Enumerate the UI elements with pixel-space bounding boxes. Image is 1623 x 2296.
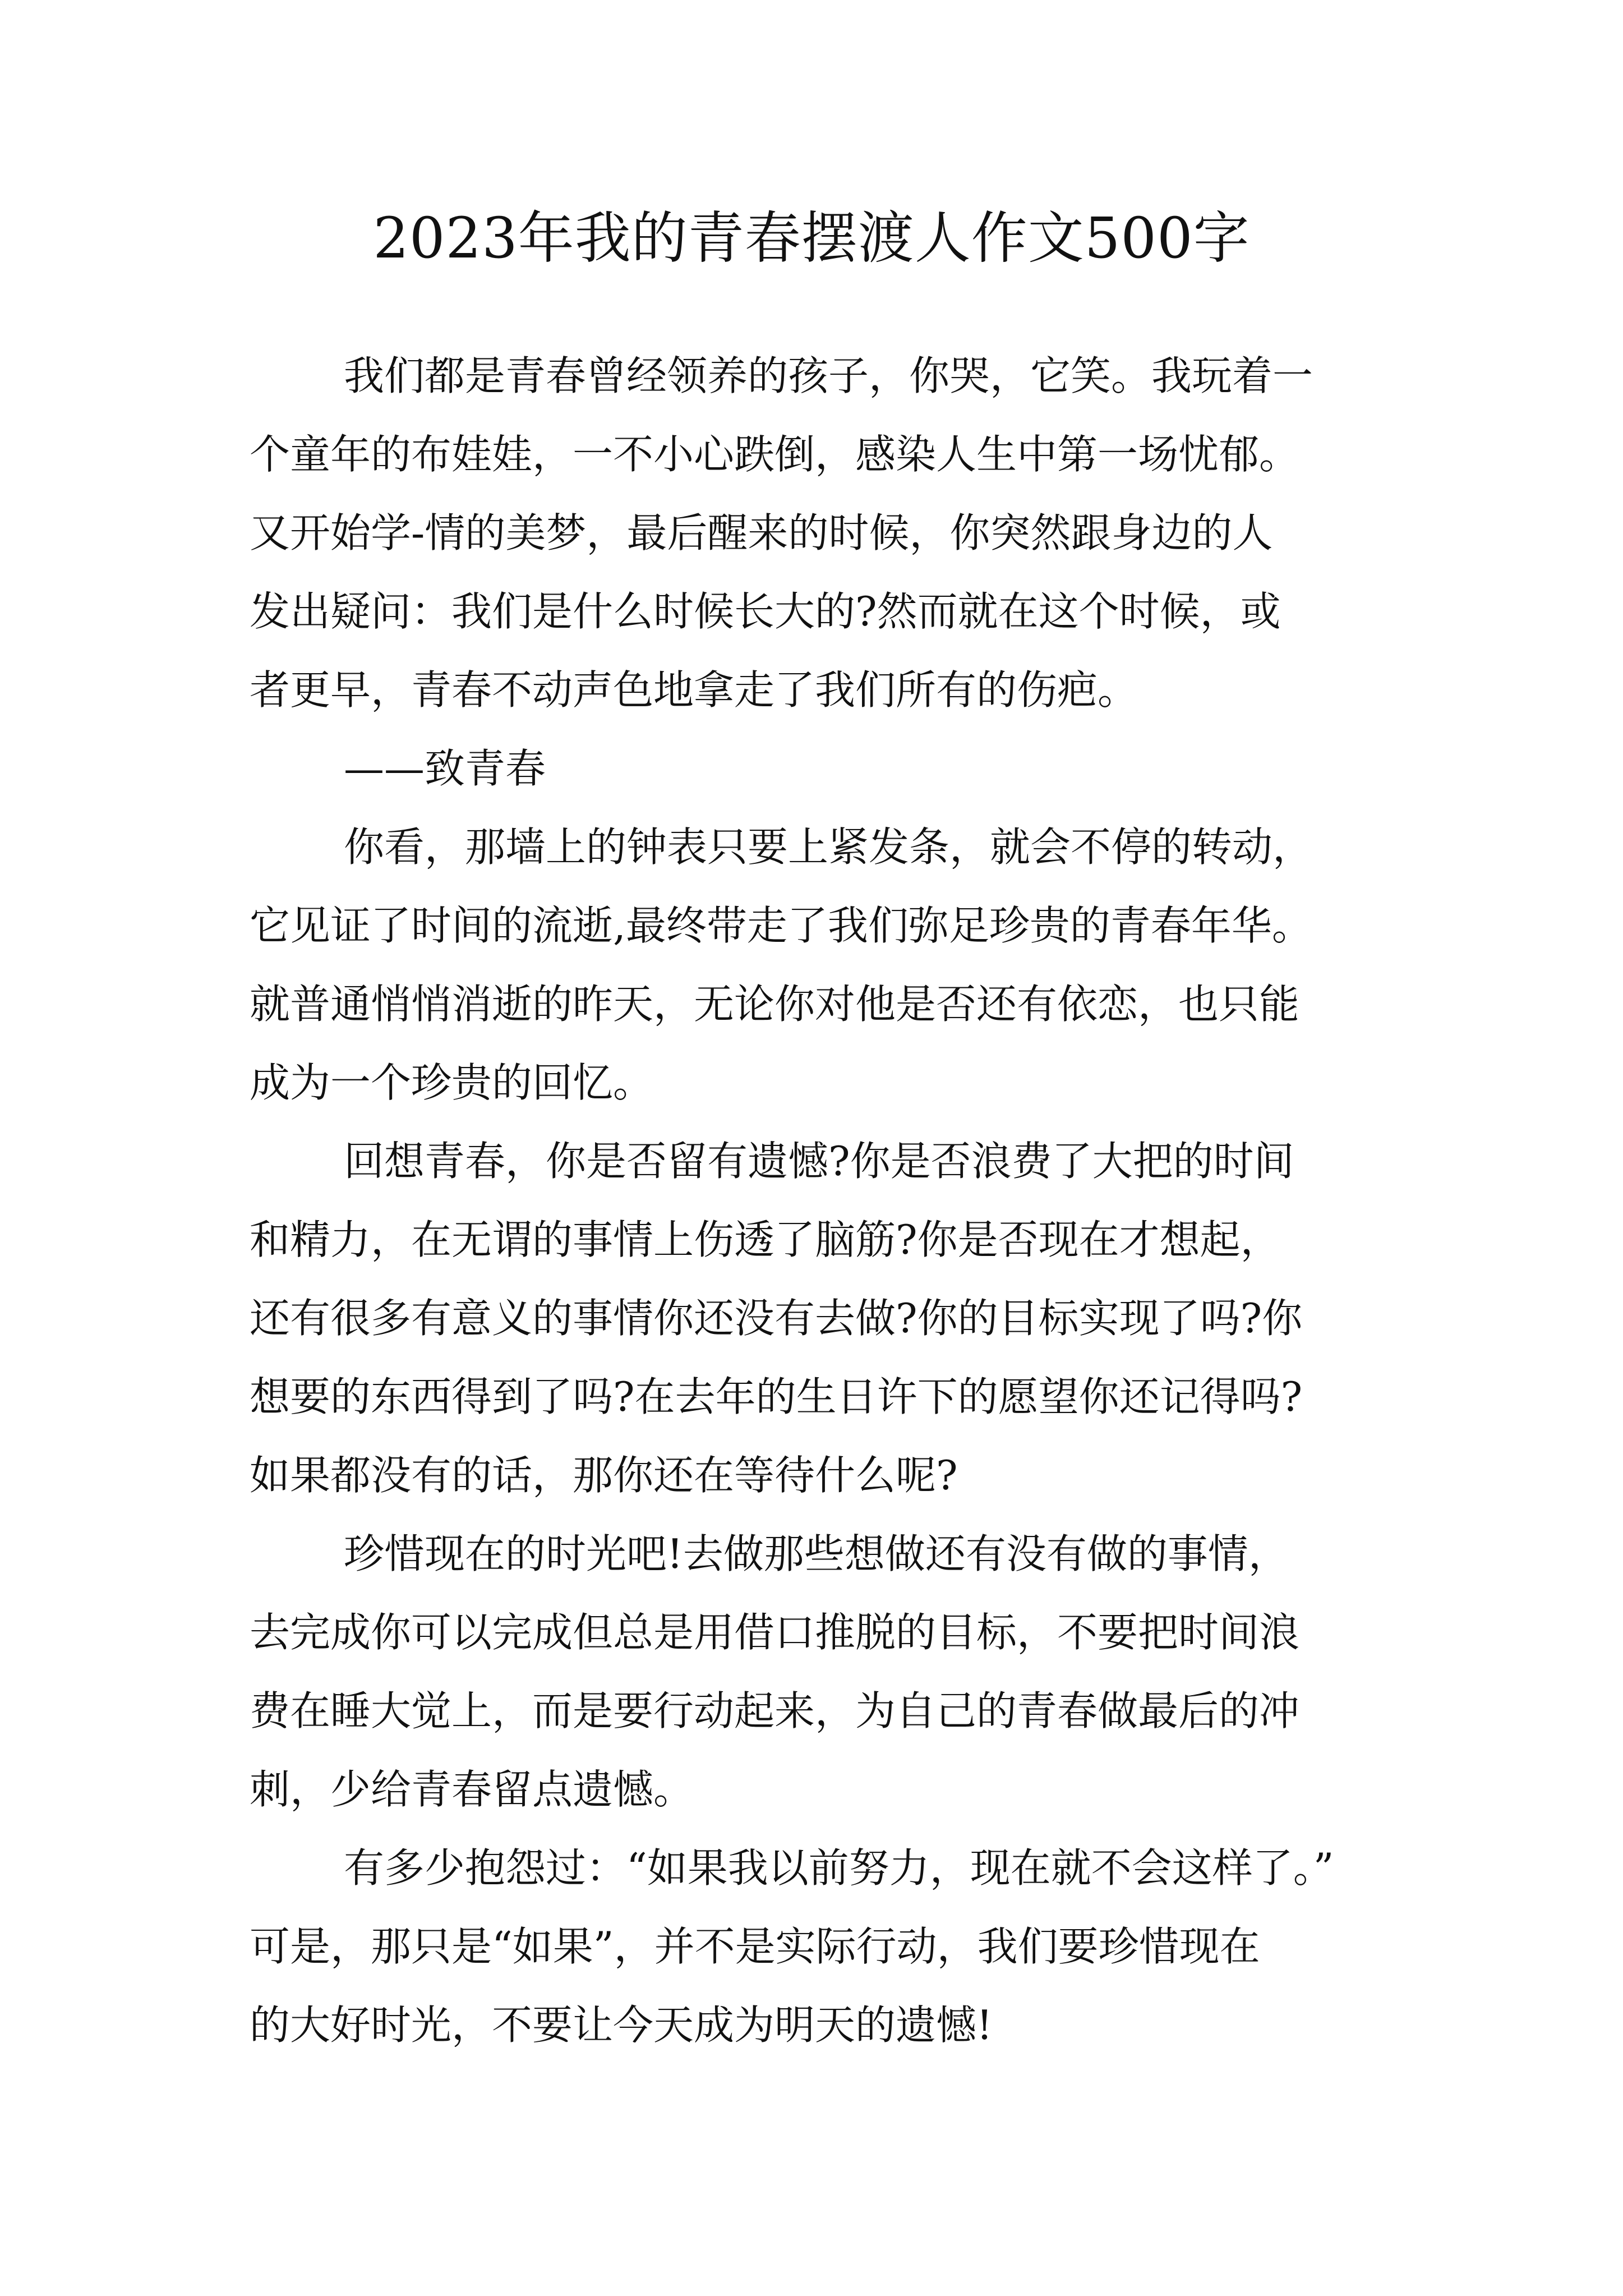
document-body <box>250 337 1385 2064</box>
text-line: 又开始学-情的美梦，最后醒来的时候，你突然跟身边的人 <box>250 509 1273 556</box>
text-line: 的大好时光，不要让今天成为明天的遗憾! <box>250 2001 993 2049</box>
document-title: 2023年我的青春摆渡人作文500字 <box>373 205 1250 271</box>
text-line: 费在睡大觉上，而是要行动起来，为自己的青春做最后的冲 <box>250 1687 1300 1734</box>
dedication-line: ——致青春 <box>344 745 546 792</box>
text-line: 个童年的布娃娃，一不小心跌倒，感染人生中第一场忧郁。 <box>250 431 1300 478</box>
text-line: 回想青春，你是否留有遗憾?你是否浪费了大把的时间 <box>344 1138 1294 1185</box>
text-line: 还有很多有意义的事情你还没有去做?你的目标实现了吗?你 <box>250 1295 1303 1342</box>
text-line: 者更早，青春不动声色地拿走了我们所有的伤疤。 <box>250 666 1138 714</box>
text-line: 刺，少给青春留点遗憾。 <box>250 1766 694 1813</box>
text-line: 可是，那只是“如果”，并不是实际行动，我们要珍惜现在 <box>250 1923 1260 1970</box>
text-line: 如果都没有的话，那你还在等待什么呢? <box>250 1452 958 1499</box>
text-line: 珍惜现在的时光吧!去做那些想做还有没有做的事情， <box>344 1530 1289 1577</box>
text-line: 发出疑问：我们是什么时候长大的?然而就在这个时候，或 <box>250 588 1281 635</box>
text-line: 它见证了时间的流逝,最终带走了我们弥足珍贵的青春年华。 <box>250 902 1312 949</box>
text-line: 成为一个珍贵的回忆。 <box>250 1059 654 1106</box>
text-line: 想要的东西得到了吗?在去年的生日许下的愿望你还记得吗? <box>250 1373 1303 1420</box>
text-line: 就普通悄悄消逝的昨天，无论你对他是否还有依恋，也只能 <box>250 981 1300 1028</box>
text-line: 有多少抱怨过：“如果我以前努力，现在就不会这样了。” <box>344 1844 1334 1892</box>
text-line: 你看，那墙上的钟表只要上紧发条，就会不停的转动， <box>344 823 1313 871</box>
text-line: 我们都是青春曾经领养的孩子，你哭，它笑。我玩着一 <box>344 352 1313 399</box>
text-line: 和精力，在无谓的事情上伤透了脑筋?你是否现在才想起， <box>250 1216 1281 1263</box>
text-line: 去完成你可以完成但总是用借口推脱的目标，不要把时间浪 <box>250 1609 1300 1656</box>
